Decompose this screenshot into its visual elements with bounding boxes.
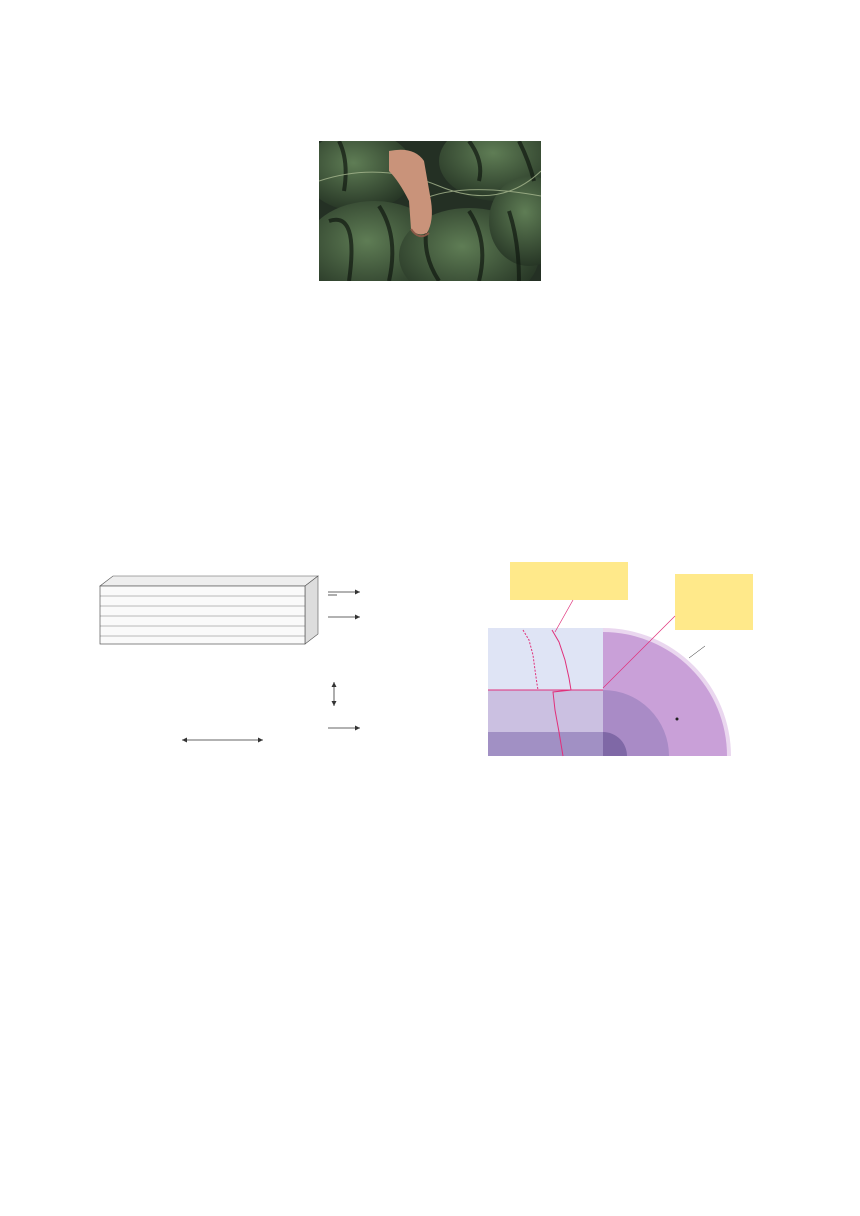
watermelon-photo <box>319 141 541 281</box>
earth-interior-diagram <box>455 560 755 760</box>
wave-type-diagram <box>90 560 365 760</box>
